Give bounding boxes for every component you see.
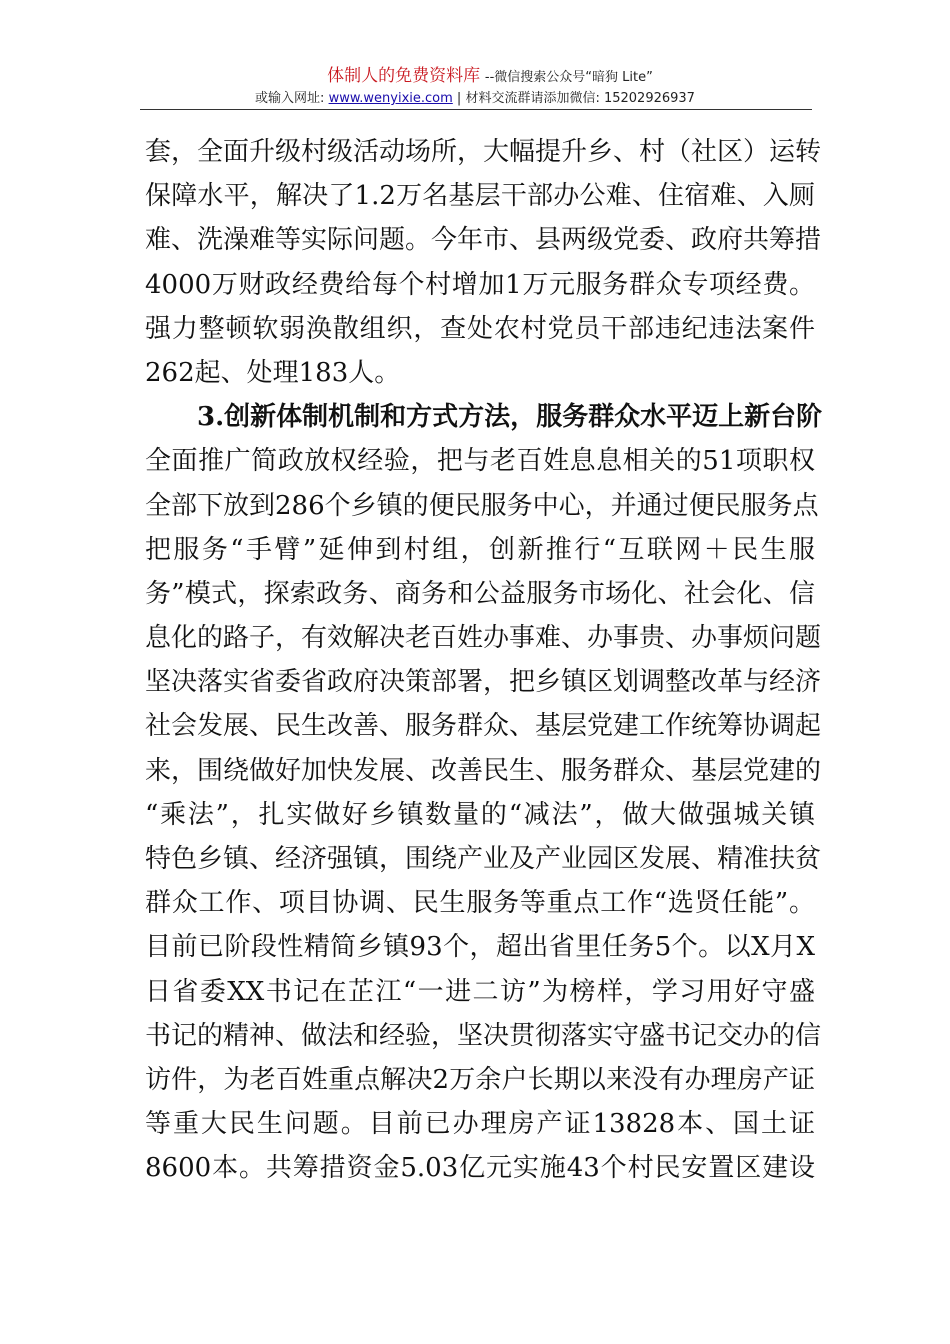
text-line: 群众工作、项目协调、民生服务等重点工作“选贤任能”。 xyxy=(145,888,815,919)
text-line: 目前已阶段性精简乡镇93个，超出省里任务5个。以X月X xyxy=(145,932,815,963)
text-line: 把服务“手臂”延伸到村组，创新推行“互联网＋民生服 xyxy=(145,534,815,565)
section-heading: 3.创新体制机制和方式方法，服务群众水平迈上新台阶 xyxy=(197,402,823,433)
text-line: 全面推广简政放权经验，把与老百姓息息相关的51项职权 xyxy=(145,446,815,477)
website-link[interactable]: www.wenyixie.com xyxy=(328,91,453,106)
text-line: 强力整顿软弱涣散组织，查处农村党员干部违纪违法案件 xyxy=(145,313,815,344)
text-line: 套，全面升级村级活动场所，大幅提升乡、村（社区）运转 xyxy=(145,137,822,167)
header-promo-line xyxy=(30,66,950,88)
page-header xyxy=(0,66,950,108)
text-line: 保障水平，解决了1.2万名基层干部办公难、住宿难、入厕 xyxy=(145,181,815,212)
text-line: 全部下放到286个乡镇的便民服务中心，并通过便民服务点 xyxy=(145,490,819,521)
url-prefix: 或输入网址: xyxy=(255,91,325,106)
header-divider xyxy=(140,109,812,110)
text-line: 特色乡镇、经济强镇，围绕产业及产业园区发展、精准扶贫 xyxy=(145,844,822,874)
document-body xyxy=(145,130,823,1191)
header-separator: | xyxy=(456,91,462,106)
text-line: 务”模式，探索政务、商务和公益服务市场化、社会化、信 xyxy=(145,578,815,609)
text-line: 书记的精神、做法和经验，坚决贯彻落实守盛书记交办的信 xyxy=(145,1020,822,1051)
text-line: 难、洗澡难等实际问题。今年市、县两级党委、政府共筹措 xyxy=(145,225,822,256)
text-line: 等重大民生问题。目前已办理房产证13828本、国土证 xyxy=(145,1109,815,1140)
text-line: 8600本。共筹措资金5.03亿元实施43个村民安置区建设 xyxy=(145,1153,815,1184)
text-line: 来，围绕做好加快发展、改善民生、服务群众、基层党建的 xyxy=(145,755,822,786)
brand-title: 体制人的免费资料库 xyxy=(327,66,481,86)
text-line: 息化的路子，有效解决老百姓办事难、办事贵、办事烦问题 xyxy=(145,623,822,654)
text-line: 4000万财政经费给每个村增加1万元服务群众专项经费。 xyxy=(145,269,815,300)
header-contact-line xyxy=(0,90,950,108)
text-line: 坚决落实省委省政府决策部署，把乡镇区划调整改革与经济 xyxy=(145,667,822,698)
text-line: 社会发展、民生改善、服务群众、基层党建工作统筹协调起 xyxy=(145,711,822,742)
text-line: 访件，为老百姓重点解决2万余户长期以来没有办理房产证 xyxy=(145,1064,815,1095)
wechat-tagline: --微信搜索公众号“暗狗 Lite” xyxy=(484,70,653,85)
text-line: 262起、处理183人。 xyxy=(145,357,401,388)
contact-info: 材料交流群请添加微信: 15202926937 xyxy=(465,91,695,106)
text-line: “乘法”，扎实做好乡镇数量的“减法”，做大做强城关镇 xyxy=(145,799,815,830)
text-line: 日省委XX书记在芷江“一进二访”为榜样，学习用好守盛 xyxy=(145,976,815,1007)
